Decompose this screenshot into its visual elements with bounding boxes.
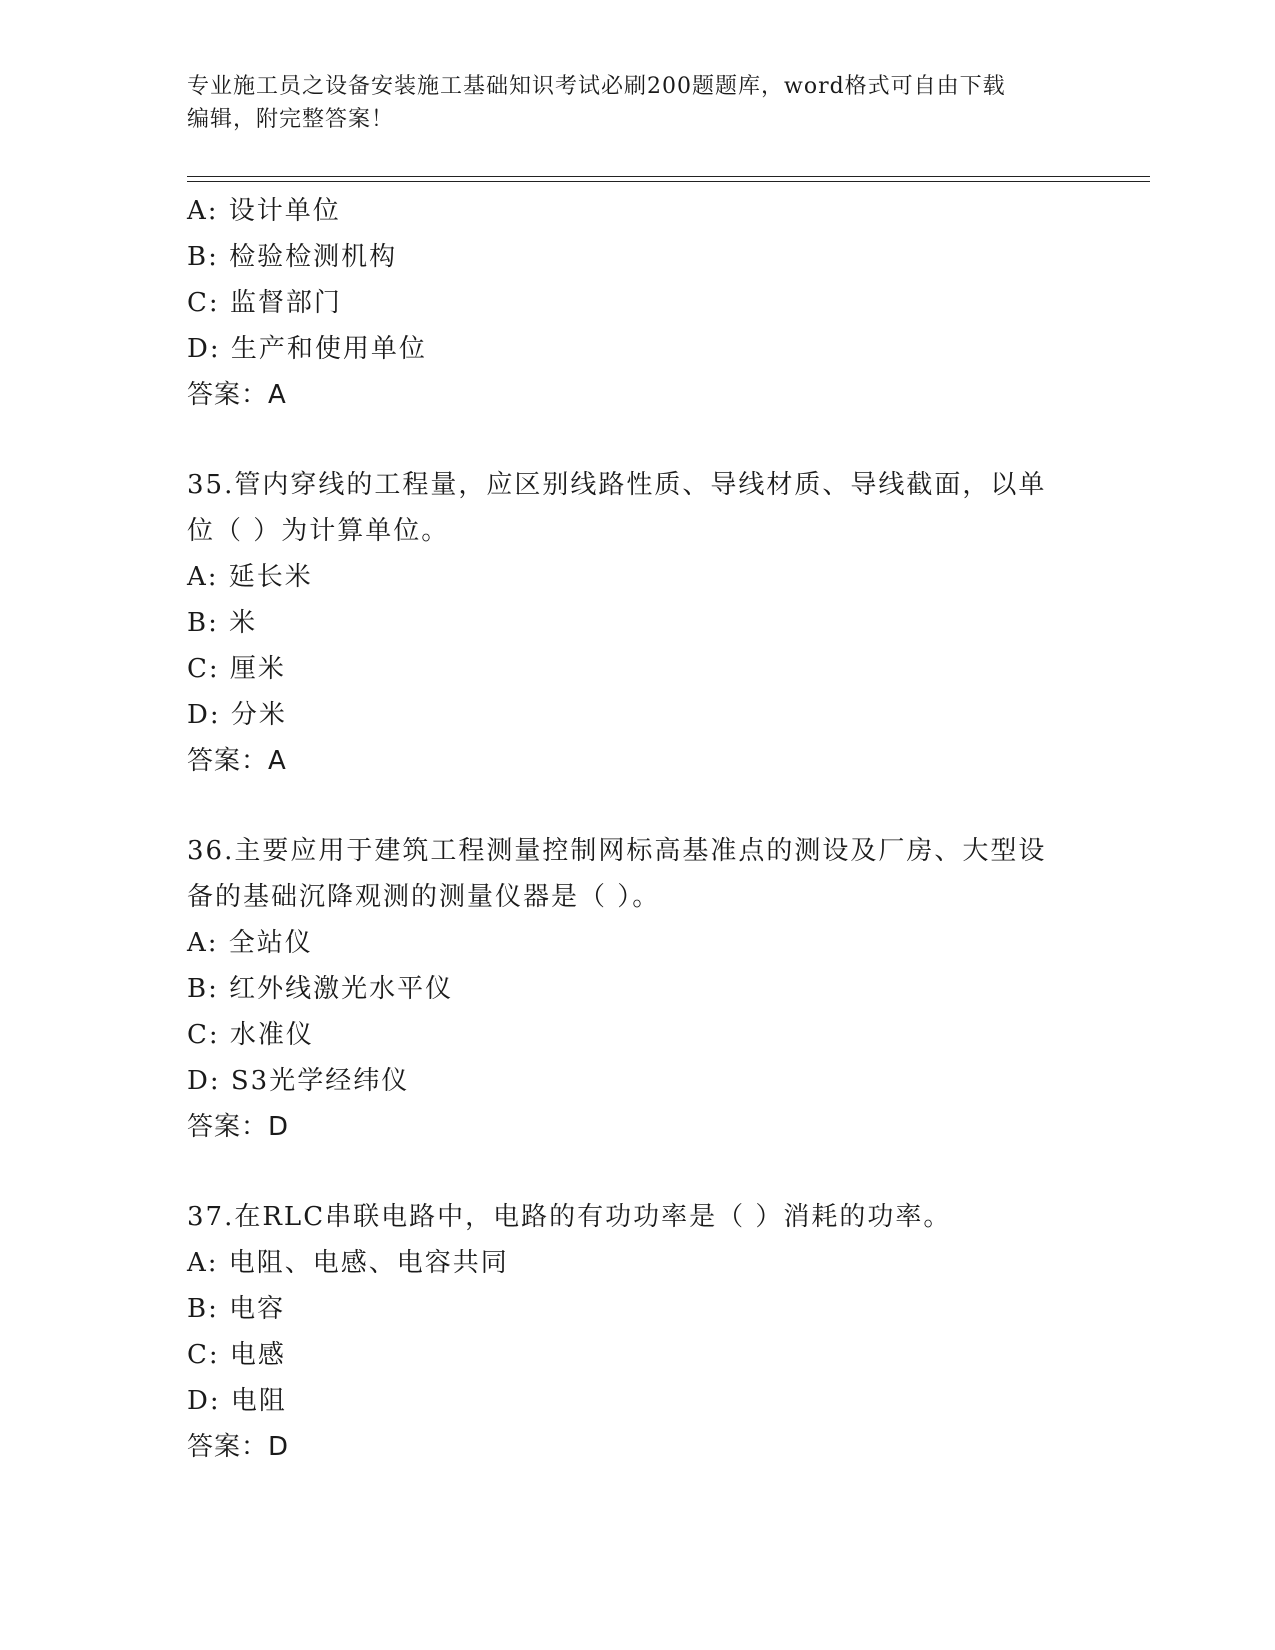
question-36	[187, 828, 1087, 1150]
option-a: A: 电阻、电感、电容共同	[187, 1248, 509, 1278]
option-d: D: 分米	[187, 700, 287, 730]
option-b: B: 米	[187, 608, 258, 638]
option-c: C: 厘米	[187, 654, 286, 684]
question-stem-line-1: 37.在RLC串联电路中，电路的有功功率是（ ）消耗的功率。	[187, 1202, 952, 1232]
option-c: C: 监督部门	[187, 288, 342, 318]
answer-line: 答案：A	[187, 380, 287, 410]
option-c: C: 电感	[187, 1340, 286, 1370]
question-35	[187, 462, 1087, 784]
question-37	[187, 1194, 1087, 1470]
option-c: C: 水准仪	[187, 1020, 314, 1050]
answer-line: 答案：D	[187, 1112, 290, 1142]
option-a: A: 全站仪	[187, 928, 313, 958]
option-d: D: 电阻	[187, 1386, 287, 1416]
option-d: D: 生产和使用单位	[187, 334, 427, 364]
option-a: A: 设计单位	[187, 196, 341, 226]
option-a: A: 延长米	[187, 562, 313, 592]
option-d: D: S3光学经纬仪	[187, 1066, 410, 1096]
question-stem-line-1: 35.管内穿线的工程量，应区别线路性质、导线材质、导线截面，以单	[187, 470, 1047, 500]
question-list	[187, 188, 1087, 1514]
option-b: B: 检验检测机构	[187, 242, 398, 272]
option-b: B: 电容	[187, 1294, 286, 1324]
header-divider-top	[187, 176, 1150, 177]
answer-line: 答案：A	[187, 746, 287, 776]
question-stem-line-1: 36.主要应用于建筑工程测量控制网标高基准点的测设及厂房、大型设	[187, 836, 1047, 866]
option-b: B: 红外线激光水平仪	[187, 974, 454, 1004]
question-34-options	[187, 188, 1087, 418]
answer-line: 答案：D	[187, 1432, 290, 1462]
question-stem-line-2: 位（ ）为计算单位。	[187, 516, 450, 546]
page-header	[187, 70, 1087, 136]
question-stem-line-2: 备的基础沉降观测的测量仪器是（ ）。	[187, 882, 661, 912]
header-divider-bottom	[187, 181, 1150, 182]
header-title-line-1: 专业施工员之设备安装施工基础知识考试必刷200题题库，word格式可自由下载	[187, 74, 1006, 99]
header-title-line-2: 编辑，附完整答案！	[187, 107, 395, 132]
